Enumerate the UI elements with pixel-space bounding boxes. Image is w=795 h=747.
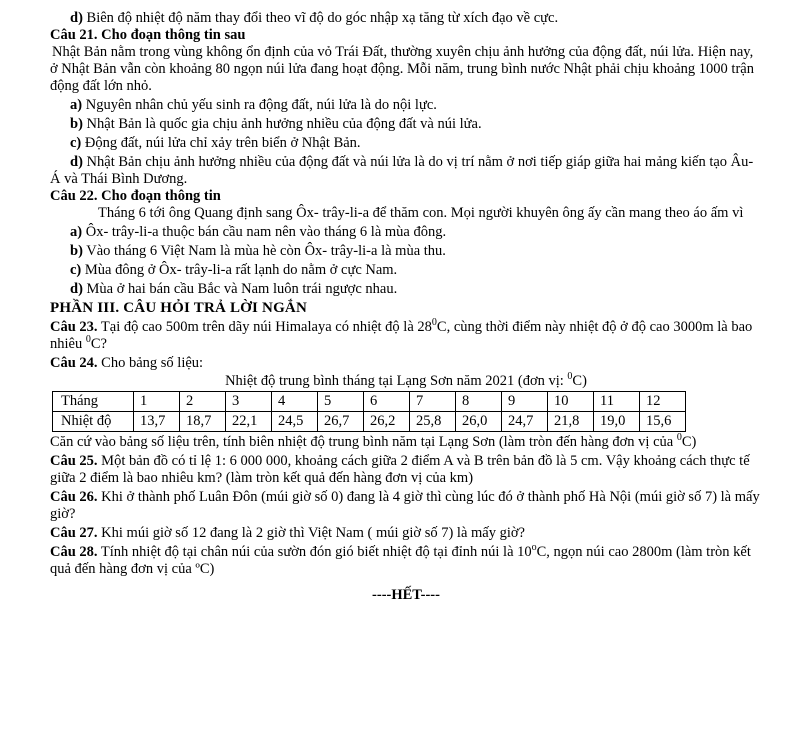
question-text: Khi ở thành phố Luân Đôn (múi giờ số 0) đang là 4 giờ thì cùng lúc đó ở thành phố Hà Nội (múi giờ số 7) là mấy giờ? (50, 489, 760, 522)
option-text: Mùa ở hai bán cầu Bắc và Nam luôn trái ngược nhau. (82, 281, 398, 297)
q22-option-c (50, 262, 762, 279)
question-text: Cho bảng số liệu: (97, 355, 204, 371)
temperature-table (52, 391, 686, 432)
option-text: Nguyên nhân chủ yếu sinh ra động đất, núi lửa là do nội lực. (82, 97, 437, 113)
q22-option-d (50, 281, 762, 298)
q21-title: Câu 21. Cho đoạn thông tin sau (50, 27, 246, 43)
q21-passage: Nhật Bản nằm trong vùng không ổn định của vỏ Trái Đất, thường xuyên chịu ảnh hưởng của động đất, núi lửa. Hiện nay, ở Nhật Bản vẫn còn khoảng 80 ngọn núi lửa đang hoạt động. Mỗi năm, trung bình nước Nhật phải chịu khoảng 1000 trận động đất lớn nhỏ. (50, 44, 754, 94)
table-cell: 25,8 (410, 412, 456, 432)
question-text: Một bản đồ có tỉ lệ 1: 6 000 000, khoảng cách giữa 2 điểm A và B trên bản đồ là 5 cm. Vậy khoảng cách thực tế giữa 2 điểm là bao nhiêu km? (làm tròn kết quả đến hàng đơn vị của km) (50, 453, 750, 486)
option-label: a) (70, 97, 83, 113)
table-cell: 22,1 (226, 412, 272, 432)
table-cell: 11 (594, 392, 640, 412)
option-text: Mùa đông ở Ôx- trây-li-a rất lạnh do nằm ở cực Nam. (81, 262, 398, 278)
option-text: Ôx- trây-li-a thuộc bán cầu nam nên vào tháng 6 là mùa đông. (82, 224, 447, 240)
option-label: d) (70, 281, 83, 297)
question-text: Khi múi giờ số 12 đang là 2 giờ thì Việt Nam ( múi giờ số 7) là mấy giờ? (97, 525, 525, 541)
table-cell: 21,8 (548, 412, 594, 432)
table-cell: 19,0 (594, 412, 640, 432)
table-cell: 18,7 (180, 412, 226, 432)
table-title-text: Nhiệt độ trung bình tháng tại Lạng Sơn năm 2021 (đơn vị: (225, 373, 568, 389)
q24 (50, 355, 762, 372)
question-text: Tính nhiệt độ tại chân núi của sườn đón gió biết nhiệt độ tại đỉnh núi là 10 (97, 544, 532, 560)
table-cell: 26,2 (364, 412, 410, 432)
q22-title: Câu 22. Cho đoạn thông tin (50, 188, 221, 204)
q21-option-b (50, 116, 762, 133)
q20-option-d (50, 10, 762, 27)
option-text: Biên độ nhiệt độ năm thay đổi theo vĩ độ do góc nhập xạ tăng từ xích đạo về cực. (82, 10, 559, 26)
degree-sup: 0 (85, 334, 91, 346)
option-label: d) (70, 10, 83, 26)
question-text: Căn cứ vào bảng số liệu trên, tính biên nhiệt độ trung bình năm tại Lạng Sơn (làm tròn đến hàng đơn vị của (50, 434, 677, 450)
table-cell: 12 (640, 392, 686, 412)
table-cell: 2 (180, 392, 226, 412)
question-label: Câu 28. (50, 544, 98, 560)
q21-option-d (50, 154, 762, 188)
degree-sup: 0 (431, 317, 437, 329)
table-cell: 24,7 (502, 412, 548, 432)
q27 (50, 525, 762, 542)
section-heading-part3: PHẦN III. CÂU HỎI TRẢ LỜI NGẮN (50, 300, 308, 316)
degree-sup: 0 (676, 432, 682, 444)
table-header-cell: Tháng (53, 392, 134, 412)
table-title (50, 373, 762, 390)
option-label: b) (70, 116, 83, 132)
q22-option-a (50, 224, 762, 241)
table-row-temps (53, 412, 686, 432)
option-label: c) (70, 135, 82, 151)
q26 (50, 489, 762, 523)
question-text: Tại độ cao 500m trên dãy núi Himalaya có nhiệt độ là 28 (97, 319, 432, 335)
table-row-months (53, 392, 686, 412)
table-title-unit: C) (572, 373, 587, 389)
degree-sup: 0 (567, 371, 573, 383)
question-text: C? (90, 336, 107, 352)
q21-option-a (50, 97, 762, 114)
q21-option-c (50, 135, 762, 152)
question-text: C) (681, 434, 697, 450)
table-cell: 13,7 (134, 412, 180, 432)
q25 (50, 453, 762, 487)
option-text: Nhật Bản chịu ảnh hưởng nhiều của động đất và núi lửa là do vị trí nằm ở nơi tiếp giáp giữa hai mảng kiến tạo Âu- Á và Thái Bình Dương. (50, 154, 754, 187)
option-label: b) (70, 243, 83, 259)
table-header-cell: Nhiệt độ (53, 412, 134, 432)
q23 (50, 319, 762, 353)
table-cell: 4 (272, 392, 318, 412)
question-label: Câu 23. (50, 319, 98, 335)
table-cell: 5 (318, 392, 364, 412)
table-cell: 8 (456, 392, 502, 412)
option-label: d) (70, 154, 83, 170)
table-cell: 24,5 (272, 412, 318, 432)
option-text: Động đất, núi lửa chỉ xảy trên biển ở Nhật Bản. (81, 135, 361, 151)
q24-instruction (50, 434, 762, 451)
table-cell: 6 (364, 392, 410, 412)
table-cell: 26,7 (318, 412, 364, 432)
degree-sup: o (531, 542, 537, 554)
table-cell: 15,6 (640, 412, 686, 432)
question-text: C, ngọn núi cao 2800m (làm tròn kết quả đến hàng đơn vị của ºC) (50, 544, 751, 577)
table-cell: 26,0 (456, 412, 502, 432)
option-text: Vào tháng 6 Việt Nam là mùa hè còn Ôx- trây-li-a là mùa thu. (82, 243, 446, 259)
end-marker: ----HẾT---- (372, 587, 440, 603)
question-label: Câu 25. (50, 453, 98, 469)
question-label: Câu 26. (50, 489, 98, 505)
table-cell: 9 (502, 392, 548, 412)
question-label: Câu 24. (50, 355, 98, 371)
option-text: Nhật Bản là quốc gia chịu ảnh hưởng nhiều của động đất và núi lửa. (82, 116, 482, 132)
option-label: a) (70, 224, 83, 240)
q22-passage: Tháng 6 tới ông Quang định sang Ôx- trây-li-a để thăm con. Mọi người khuyên ông ấy cần mang theo áo ấm vì (98, 205, 744, 221)
option-label: c) (70, 262, 82, 278)
table-cell: 3 (226, 392, 272, 412)
table-cell: 1 (134, 392, 180, 412)
table-cell: 7 (410, 392, 456, 412)
q22-option-b (50, 243, 762, 260)
question-label: Câu 27. (50, 525, 98, 541)
table-cell: 10 (548, 392, 594, 412)
q28 (50, 544, 762, 578)
exam-page (50, 10, 762, 604)
question-text: C, cùng thời điểm này nhiệt độ ở độ cao 3000m là bao nhiêu (50, 319, 753, 352)
